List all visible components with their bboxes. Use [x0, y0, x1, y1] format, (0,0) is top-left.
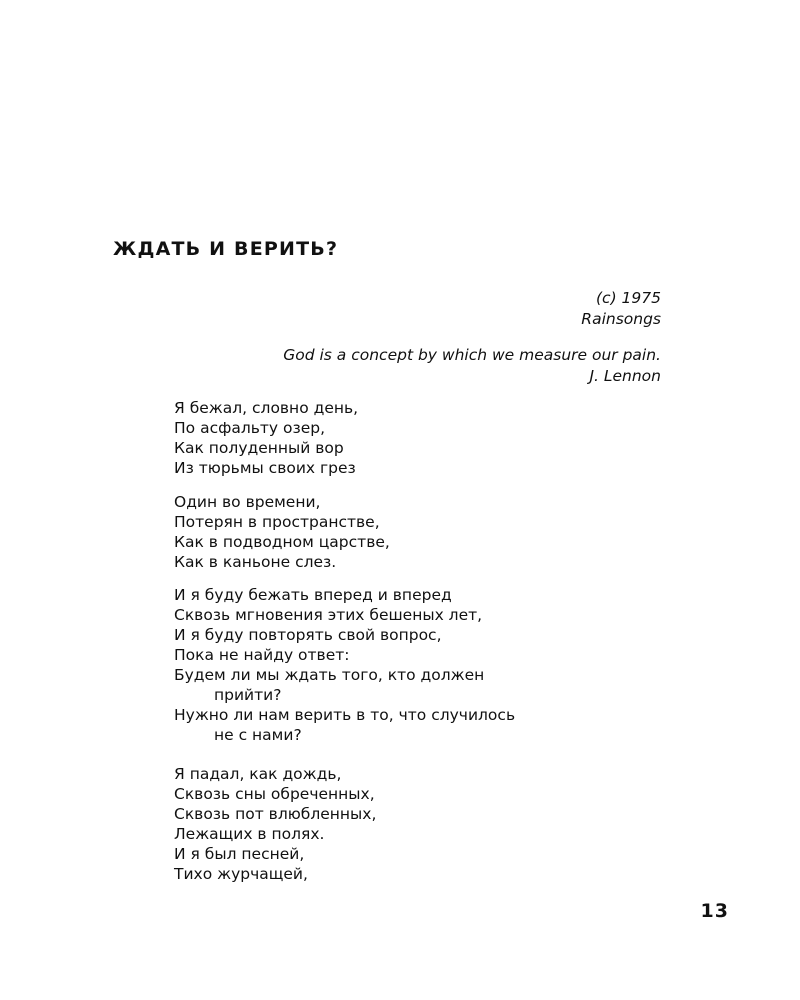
stanza-3 [174, 585, 515, 745]
poem-line: И я буду повторять свой вопрос, [174, 626, 442, 644]
poem-line: Как полуденный вор [174, 439, 344, 457]
poem-line: Как в подводном царстве, [174, 533, 390, 551]
poem-title: ЖДАТЬ И ВЕРИТЬ? [113, 238, 339, 260]
poem-line: Один во времени, [174, 493, 321, 511]
poem-line: И я буду бежать вперед и вперед [174, 586, 452, 604]
copyright-block [581, 288, 661, 330]
poem-line: Сквозь пот влюбленных, [174, 805, 377, 823]
poem-line: Нужно ли нам верить в то, что случилось [174, 706, 516, 724]
poem-line: По асфальту озер, [174, 419, 326, 437]
poem-line: Я бежал, словно день, [174, 399, 359, 417]
poem-line: И я был песней, [174, 845, 305, 863]
stanza-1 [174, 398, 358, 478]
epigraph-quote: God is a concept by which we measure our pain. [283, 346, 661, 364]
poem-line: Лежащих в полях. [174, 825, 325, 843]
epigraph [283, 345, 661, 387]
poem-line: Пока не найду ответ: [174, 646, 350, 664]
epigraph-author: J. Lennon [589, 367, 661, 385]
poem-line: Потерян в пространстве, [174, 513, 380, 531]
poem-line-continuation: прийти? [214, 686, 282, 704]
poem-line-continuation: не с нами? [214, 726, 302, 744]
copyright-year: (c) 1975 [596, 289, 661, 307]
stanza-4 [174, 764, 376, 884]
poem-line: Из тюрьмы своих грез [174, 459, 356, 477]
poem-line: Я падал, как дождь, [174, 765, 342, 783]
album-name: Rainsongs [581, 310, 661, 328]
poem-line: Тихо журчащей, [174, 865, 308, 883]
stanza-2 [174, 492, 390, 572]
poem-line: Как в каньоне слез. [174, 553, 337, 571]
poem-line: Будем ли мы ждать того, кто должен [174, 666, 485, 684]
poem-line: Сквозь мгновения этих бешеных лет, [174, 606, 483, 624]
page-number: 13 [700, 900, 729, 922]
poem-line: Сквозь сны обреченных, [174, 785, 375, 803]
